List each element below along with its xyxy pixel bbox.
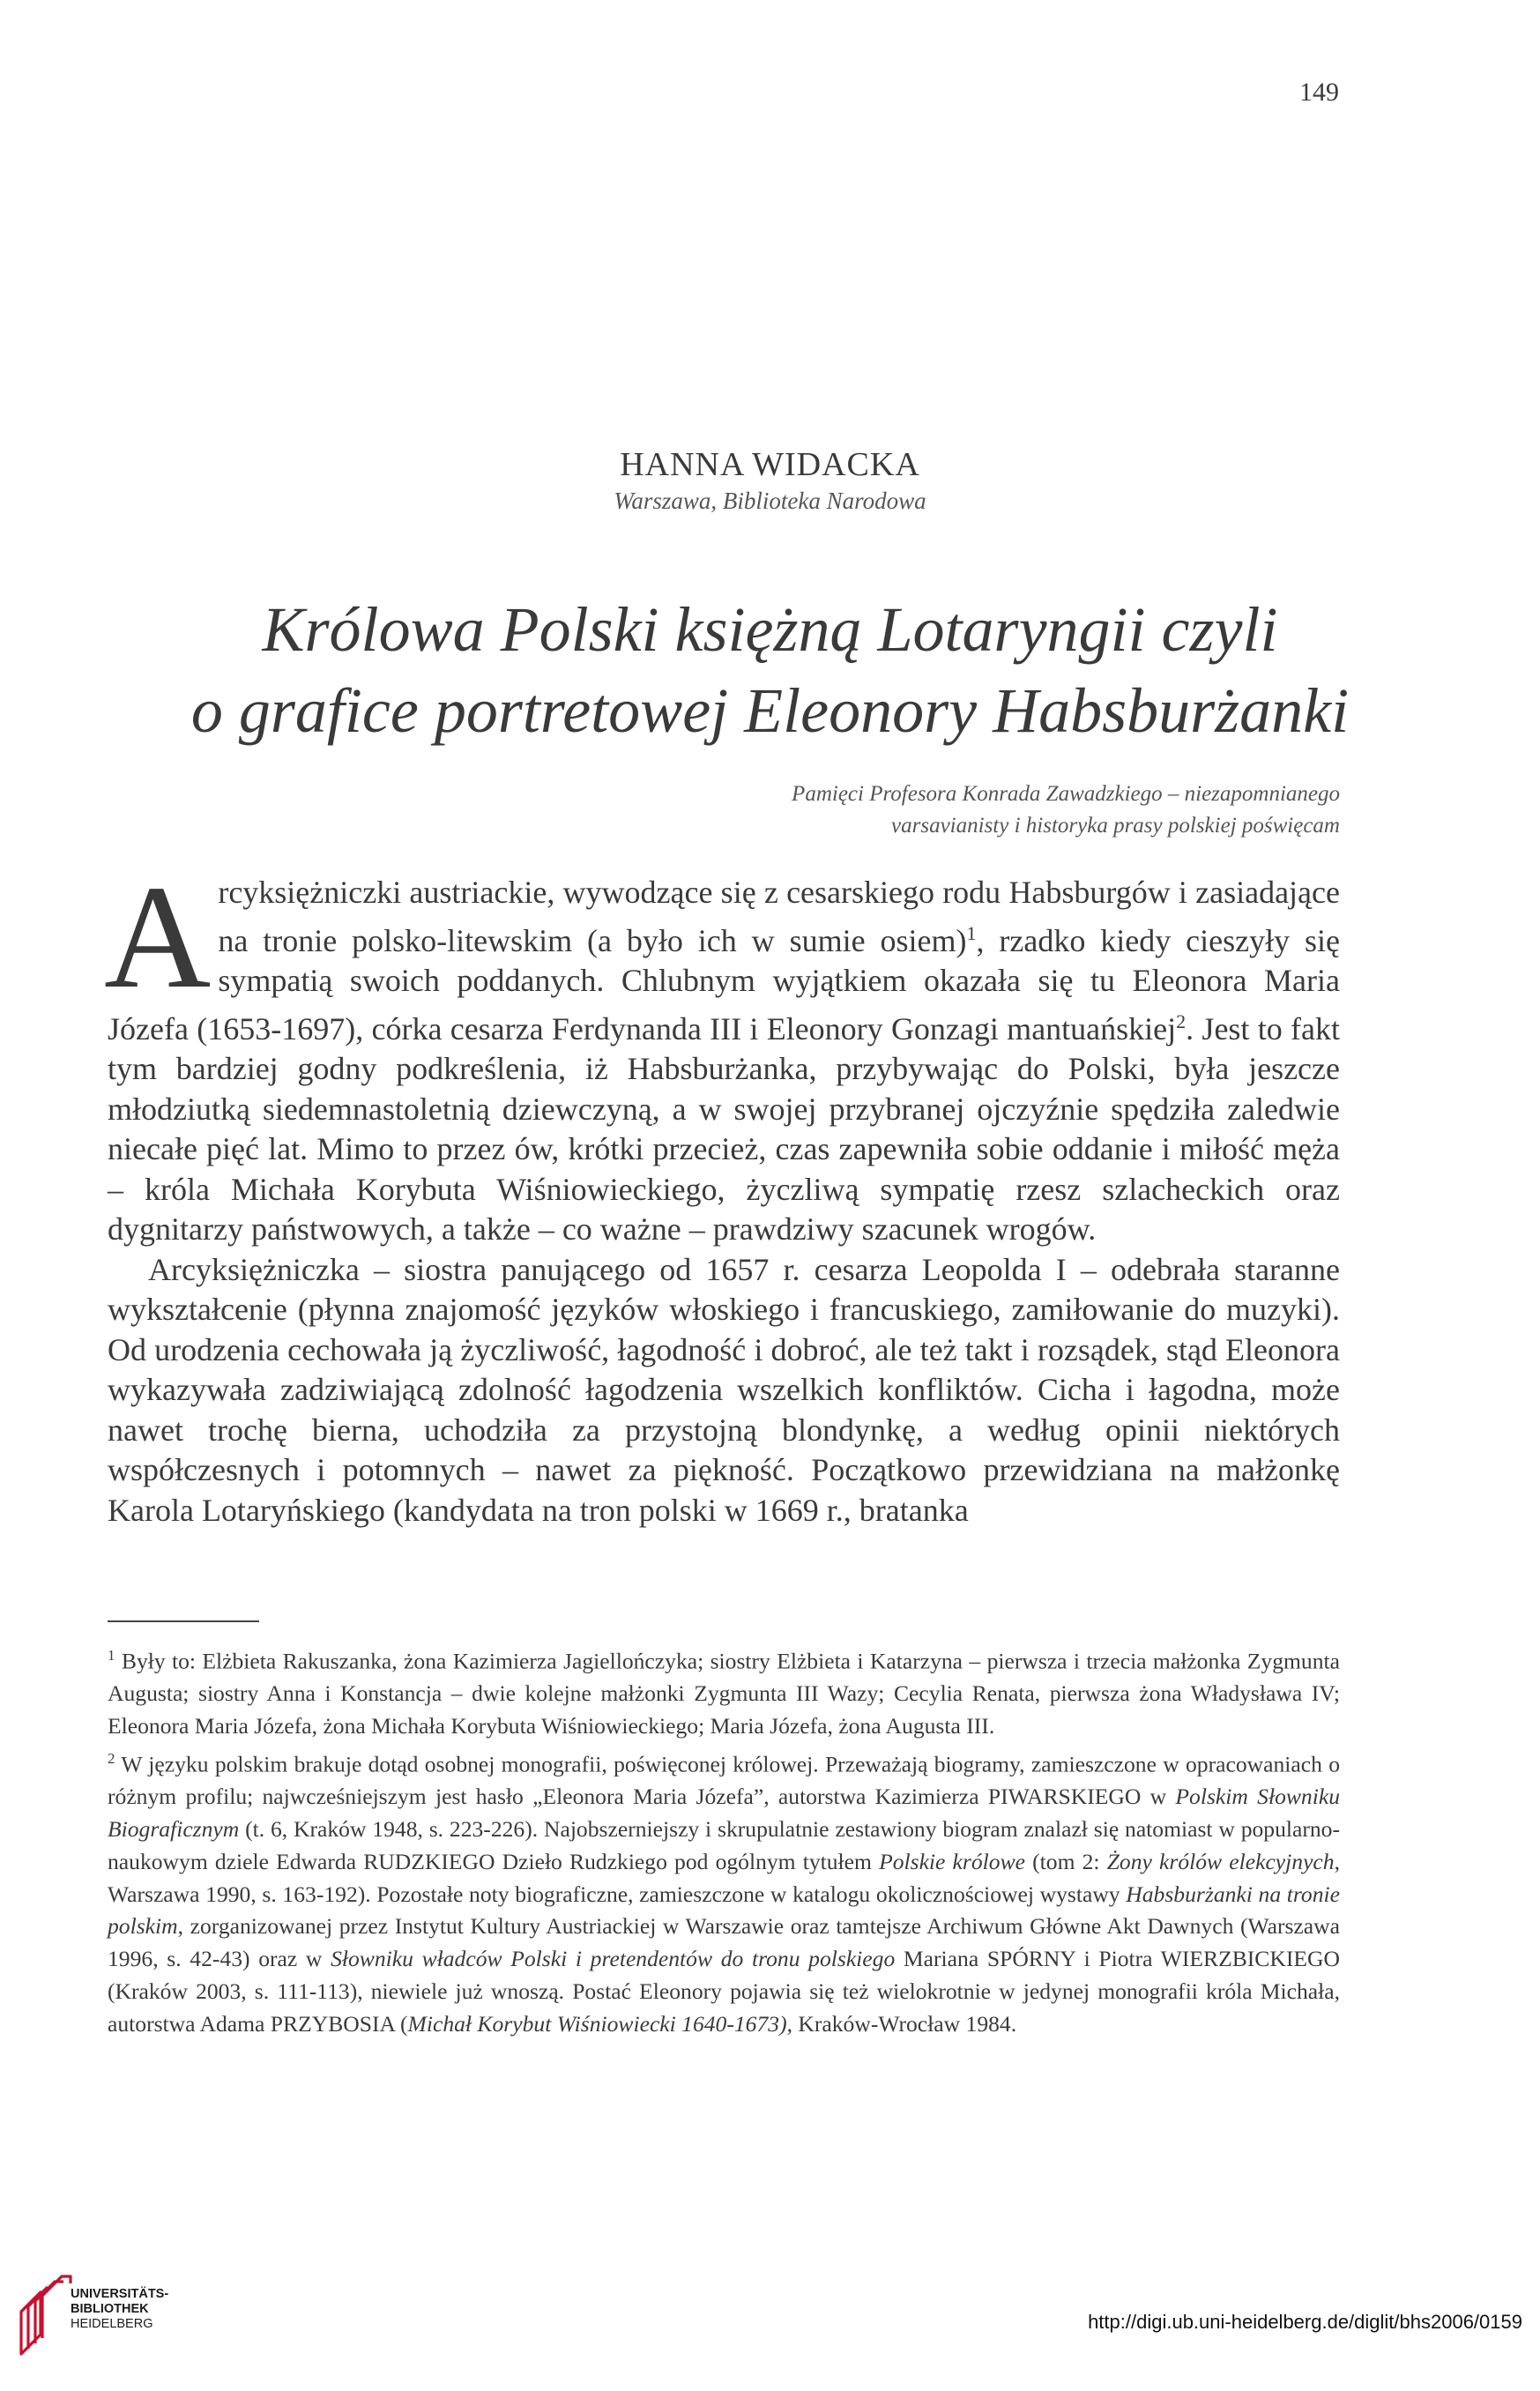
footnote-divider xyxy=(108,1620,259,1622)
footnote-2-text-6: Mariana SPÓRNY i Piotra WIERZBICKIEGO (Kraków 2003, s. 111-113), niewiele już wnoszą. Postać Eleonory pojawia się też wielokrotnie w jedynej monografii króla Michała, autorstwa Adama PRZYBOSIA ( xyxy=(108,1946,1340,2037)
footnote-2-italic-4: Habsburżanki na tronie polskim xyxy=(108,1881,1340,1940)
dedication-line-1: Pamięci Profesora Konrada Zawadzkiego – niezapomnianego xyxy=(792,782,1340,806)
footnote-2-text-7: , Kraków-Wrocław 1984. xyxy=(786,2010,1017,2037)
author-block xyxy=(0,445,1540,515)
footnote-2 xyxy=(108,1743,1340,2041)
footnote-2-marker: 2 xyxy=(108,1749,115,1767)
footnote-2-text-2: (t. 6, Kraków 1948, s. 223-226). Najobszerniejszy i skrupulatnie zestawiony biogram znalazł się natomiast w popularno-naukowym dziele Edwarda RUDZKIEGO Dzieło Rudzkiego pod ogólnym tytułem xyxy=(108,1816,1340,1874)
drop-cap: A xyxy=(104,855,212,1019)
paragraph-1-text-c: . Jest to fakt tym bardziej godny podkreślenia, iż Habsburżanka, przybywając do Polski, była jeszcze młodziutką siedemnastoletnią dziewczyną, a w swojej przybranej ojczyźnie spędziła zaledwie niecałe pięć lat. Mimo to przez ów, krótki przecież, czas zapewniła sobie oddanie i miłość męża – króla Michała Korybuta Wiśniowieckiego, życzliwą sympatię rzesz szlacheckich oraz dygnitarzy państwowych, a także – co ważne – prawdziwy szacunek wrogów. xyxy=(108,1010,1340,1247)
source-url-link[interactable]: http://digi.ub.uni-heidelberg.de/diglit/bhs2006/0159 xyxy=(1088,2311,1522,2333)
title-line-1: Królowa Polski księżną Lotaryngii czyli xyxy=(262,594,1278,665)
logo-line-2: BIBLIOTHEK xyxy=(71,2302,149,2316)
dedication-line-2: varsavianisty i historyka prasy polskiej poświęcam xyxy=(891,814,1340,838)
footnote-1 xyxy=(108,1640,1340,1743)
paragraph-1-text-b: , rzadko kiedy cieszyły się sympatią swoich poddanych. Chlubnym wyjątkiem okazała się tu Eleonora Maria Józefa (1653-1697), córka cesarza Ferdynanda III i Eleonory Gonzagi mantuańskiej xyxy=(108,922,1340,1047)
paragraph-1 xyxy=(104,855,1340,1250)
dedication xyxy=(547,778,1340,842)
footnote-2-italic-2: Polskie królowe xyxy=(879,1848,1025,1874)
footnotes xyxy=(108,1640,1340,2041)
page-number: 149 xyxy=(1299,78,1339,107)
library-logo-text xyxy=(71,2287,168,2332)
footnote-2-text-3: (tom 2: xyxy=(1025,1848,1107,1874)
footnote-2-text-1: W języku polskim brakuje dotąd osobnej monografii, poświęconej królowej. Przeważają biogramy, zamieszczone w opracowaniach o różnym profilu; najwcześniejszym jest hasło „Eleonora Maria Józefa”, autorstwa Kazimierza PIWARSKIEGO w xyxy=(108,1751,1340,1810)
footnote-ref-2[interactable]: 2 xyxy=(1176,1009,1187,1032)
logo-line-3: HEIDELBERG xyxy=(71,2317,153,2331)
title-line-2: o grafice portretowej Eleonory Habsburżanki xyxy=(190,675,1350,746)
footnote-2-text-5: , zorganizowanej przez Instytut Kultury Austriackiej w Warszawie oraz tamtejsze Archiwum Główne Akt Dawnych (Warszawa 1996, s. 42-43) oraz w xyxy=(108,1913,1340,1972)
logo-line-1: UNIVERSITÄTS- xyxy=(71,2287,169,2301)
author-affiliation: Warszawa, Biblioteka Narodowa xyxy=(614,488,926,514)
paragraph-1-text-a: rcyksiężniczki austriackie, wywodzące się z cesarskiego rodu Habsburgów i zasiadające na tronie polsko-litewskim (a było ich w sumie osiem) xyxy=(218,875,1340,958)
article-title xyxy=(0,589,1540,751)
body-text xyxy=(104,855,1340,1531)
footnote-ref-1[interactable]: 1 xyxy=(966,921,977,944)
footnote-1-marker: 1 xyxy=(108,1647,115,1664)
author-name: HANNA WIDACKA xyxy=(620,446,920,483)
footnote-2-italic-3: Żony królów elekcyjnych xyxy=(1106,1848,1335,1874)
paragraph-2: Arcyksiężniczka – siostra panującego od 1657 r. cesarza Leopolda I – odebrała staranne wykształcenie (płynna znajomość języków włoskiego i francuskiego, zamiłowanie do muzyki). Od urodzenia cechowała ją życzliwość, łagodność i dobroć, ale też takt i rozsądek, stąd Eleonora wykazywała zadziwiającą zdolność łagodzenia wszelkich konfliktów. Cicha i łagodna, może nawet trochę bierna, uchodziła za przystojną blondynkę, a według opinii niektórych współczesnych i potomnych – nawet za piękność. Początkowo przewidziana na małżonkę Karola Lotaryńskiego (kandydata na tron polski w 1669 r., bratanka xyxy=(108,1251,1340,1528)
footnote-2-text-4: , Warszawa 1990, s. 163-192). Pozostałe noty biograficzne, zamieszczone w katalogu okolicznościowej wystawy xyxy=(108,1848,1340,1907)
footnote-2-italic-6: Michał Korybut Wiśniowiecki 1640-1673) xyxy=(407,2010,787,2037)
footnote-2-italic-1: Polskim Słowniku Biograficznym xyxy=(108,1784,1340,1843)
footnote-2-italic-5: Słowniku władców Polski i pretendentów do tronu polskiego xyxy=(331,1946,896,1972)
footnote-1-text: Były to: Elżbieta Rakuszanka, żona Kazimierza Jagiellończyka; siostry Elżbieta i Katarzyna – pierwsza i trzecia małżonka Zygmunta Augusta; siostry Anna i Konstancja – dwie kolejne małżonki Zygmunta III Wazy; Cecylia Renata, pierwsza żona Władysława IV; Eleonora Maria Józefa, żona Michała Korybuta Wiśniowieckiego; Maria Józefa, żona Augusta III. xyxy=(108,1648,1340,1739)
